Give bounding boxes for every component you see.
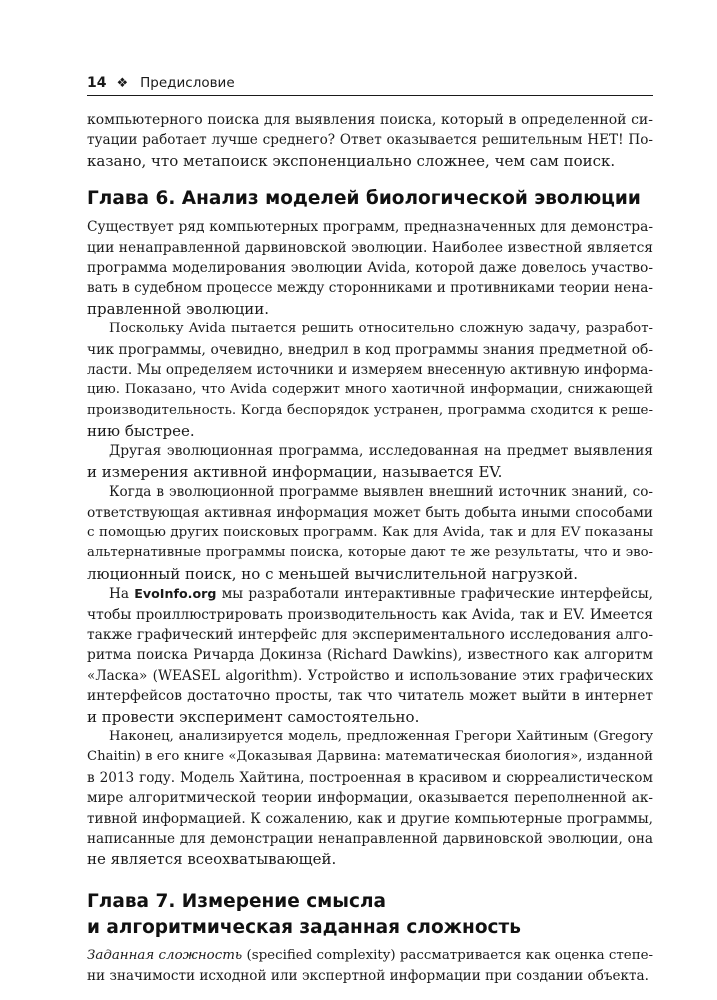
section-title: Предисловие — [140, 75, 235, 91]
chapter-7-paragraph-1 — [87, 946, 653, 987]
text-line: мире алгоритмической теории информации, оказывается переполненной ак- — [87, 790, 653, 807]
text-line: и провести эксперимент самостоятельно. — [87, 707, 420, 726]
chapter-6-paragraph-6 — [87, 727, 653, 870]
text-fragment: (specified complexity) рассматривается как оценка степе- — [242, 947, 654, 963]
text-line: Наконец, анализируется модель, предложенная Грегори Хайтиным (Gregory — [109, 728, 653, 744]
chapter-7-heading-line: и алгоритмическая заданная сложность — [87, 916, 521, 938]
text-line: программа моделирования эволюции Avida, которой даже довелось участво- — [87, 259, 653, 276]
text-line: также графический интерфейс для экспериментального исследования алго- — [87, 626, 653, 643]
text-line: Другая эволюционная программа, исследованная на предмет выявления — [109, 443, 653, 460]
text-line: и измерения активной информации, называется EV. — [87, 462, 503, 481]
chapter-6-paragraph-4 — [87, 482, 653, 584]
text-line: написанные для демонстрации ненаправленной дарвиновской эволюции, она — [87, 830, 653, 847]
website-name: EvoInfo.org — [134, 586, 217, 602]
text-line: в 2013 году. Модель Хайтина, построенная в красивом и сюрреалистическом — [87, 769, 653, 786]
text-line: ответствующая активная информация может быть добыта иными способами — [87, 504, 653, 521]
text-line: Chaitin) в его книге «Доказывая Дарвина: математическая биология», изданной — [87, 749, 653, 765]
text-fragment: На — [109, 586, 135, 603]
chapter-6-paragraph-5 — [87, 584, 653, 727]
page-body — [87, 110, 653, 986]
text-line: не является всеохватывающей. — [87, 850, 337, 869]
text-line: производительность. Когда беспорядок устранен, программа сходится к реше- — [87, 402, 653, 418]
text-line: чик программы, очевидно, внедрил в код программы знания предметной об- — [87, 341, 653, 358]
intro-paragraph — [87, 110, 653, 171]
text-line: туации работает лучше среднего? Ответ оказывается решительным НЕТ! По- — [87, 132, 653, 149]
text-fragment: мы разработали интерактивные графические интерфейсы, — [216, 586, 654, 603]
text-line: Когда в эволюционной программе выявлен внешний источник знаний, со- — [109, 484, 653, 501]
chapter-7-heading-line: Глава 7. Измерение смысла — [87, 890, 387, 912]
page-number: 14 — [87, 75, 107, 91]
ornament-icon: ❖ — [116, 75, 129, 91]
chapter-6-paragraph-3 — [87, 441, 653, 482]
text-line: люционный поиск, но с меньшей вычислительной нагрузкой. — [87, 564, 579, 583]
text-line: компьютерного поиска для выявления поиска, который в определенной си- — [87, 112, 653, 128]
text-line — [87, 946, 653, 966]
text-line: правленной эволюции. — [87, 299, 270, 318]
chapter-6-paragraph-1 — [87, 217, 653, 319]
text-line: Существует ряд компьютерных программ, предназначенных для демонстра- — [87, 219, 653, 236]
text-line: ции ненаправленной дарвиновской эволюции. Наиболее известной является — [87, 239, 653, 256]
text-line: тивной информацией. К сожалению, как и другие компьютерные программы, — [87, 810, 653, 827]
text-line: казано, что метапоиск экспоненциально сложнее, чем сам поиск. — [87, 151, 616, 170]
text-line: с помощью других поисковых программ. Как для Avida, так и для EV показаны — [87, 525, 653, 541]
text-line: альтернативные программы поиска, которые дают те же результаты, что и эво- — [87, 545, 653, 561]
text-line — [87, 584, 653, 604]
text-line: ни значимости исходной или экспертной информации при создании объекта. — [87, 968, 649, 985]
text-line: «Ласка» (WEASEL algorithm). Устройство и использование этих графических — [87, 667, 653, 684]
text-line: вать в судебном процессе между сторонниками и противниками теории нена- — [87, 280, 653, 297]
text-line: ласти. Мы определяем источники и измеряем внесенную активную информа- — [87, 361, 653, 378]
running-header — [87, 74, 653, 96]
chapter-6-paragraph-2 — [87, 319, 653, 441]
text-line: чтобы проиллюстрировать производительность как Avida, так и EV. Имеется — [87, 606, 653, 623]
text-line: ритма поиска Ричарда Докинза (Richard Dawkins), известного как алгоритм — [87, 647, 653, 664]
text-line: интерфейсов достаточно просты, так что читатель может выйти в интернет — [87, 688, 653, 705]
chapter-6-heading: Глава 6. Анализ моделей биологической эволюции — [87, 188, 641, 210]
text-line: Поскольку Avida пытается решить относительно сложную задачу, разработ- — [109, 321, 653, 337]
text-line: цию. Показано, что Avida содержит много хаотичной информации, снижающей — [87, 382, 653, 398]
chapter-7-heading — [87, 890, 653, 942]
text-line: нию быстрее. — [87, 422, 195, 441]
italic-term: Заданная сложность — [87, 947, 243, 963]
